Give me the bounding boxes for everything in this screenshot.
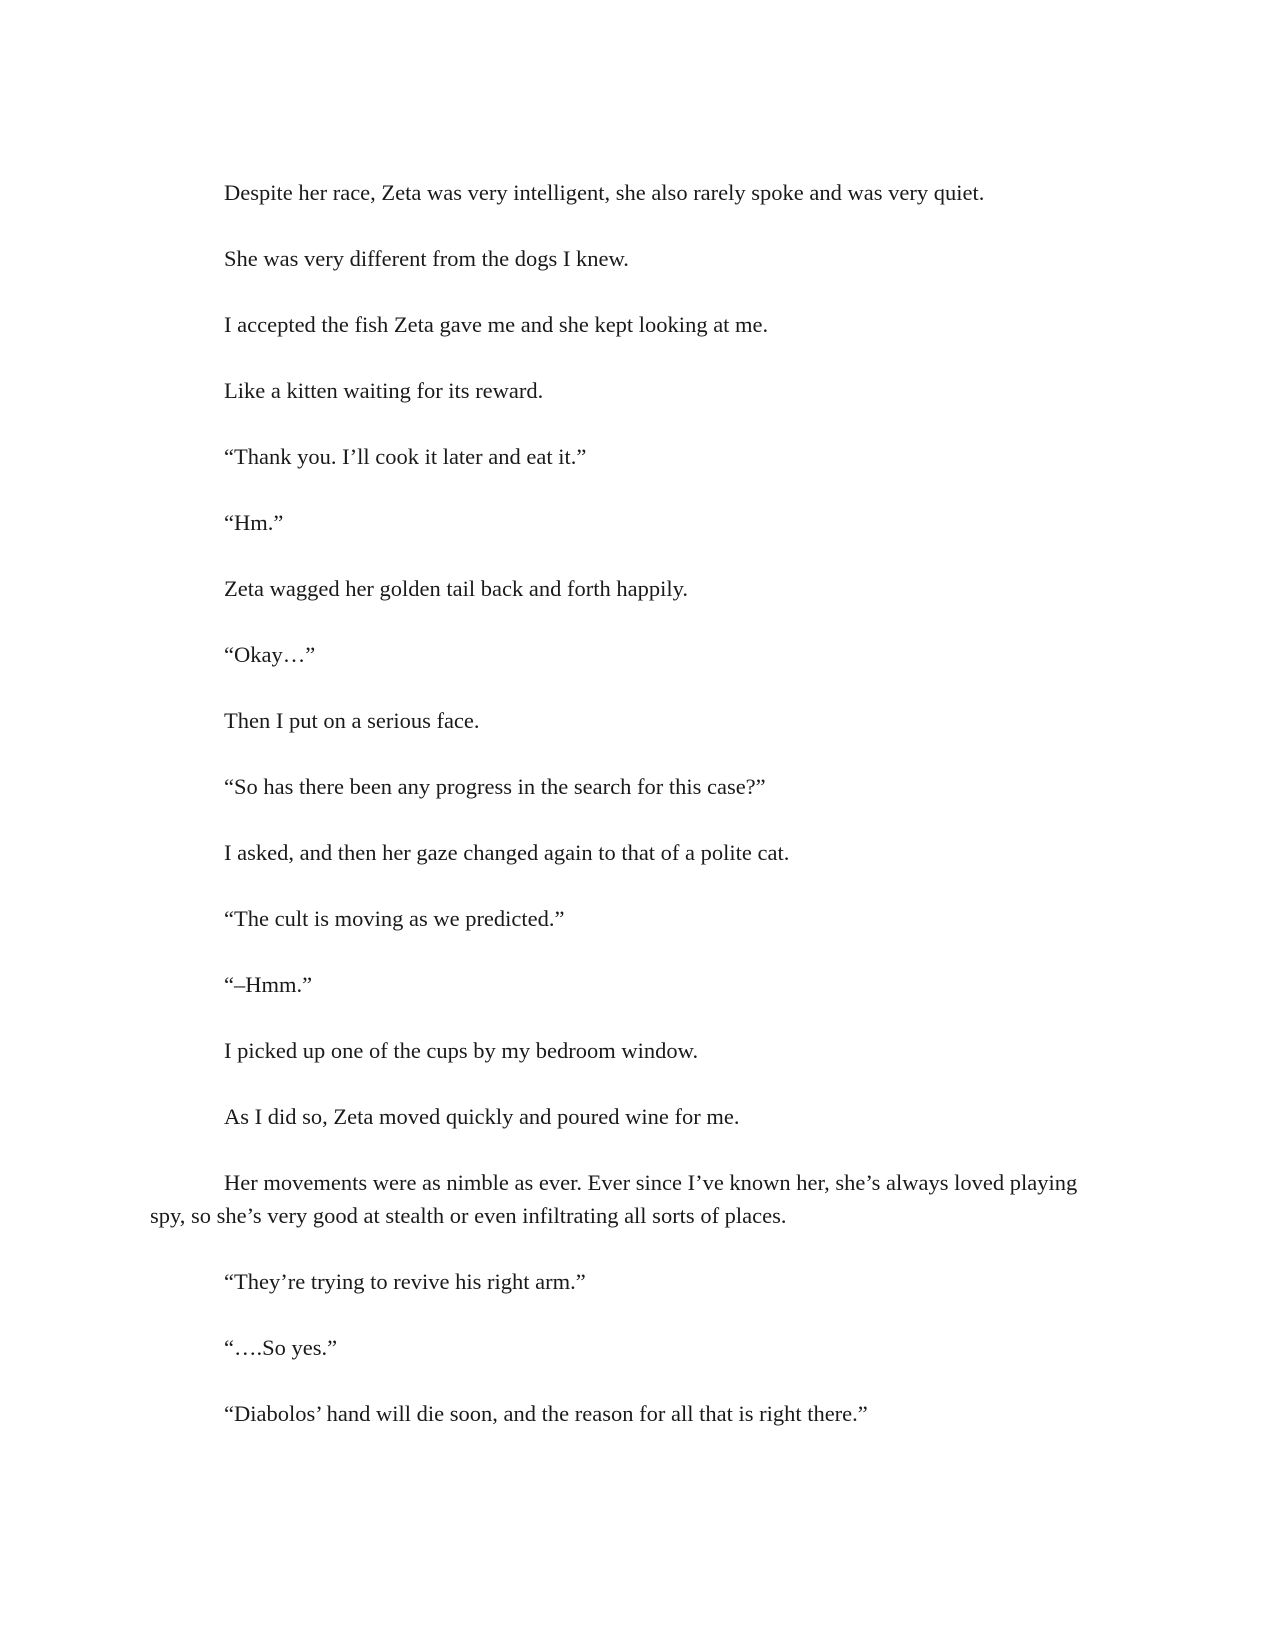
paragraph: Her movements were as nimble as ever. Ever since I’ve known her, she’s always loved playing spy, so she’s very good at stealth or even infiltrating all sorts of places. [150, 1170, 1078, 1228]
paragraph: “Okay…” [224, 642, 316, 667]
paragraph: “….So yes.” [224, 1335, 338, 1360]
body-text [150, 176, 1090, 1463]
paragraph: “Thank you. I’ll cook it later and eat it.” [224, 444, 587, 469]
paragraph: Like a kitten waiting for its reward. [224, 378, 544, 403]
paragraph: “The cult is moving as we predicted.” [224, 906, 565, 931]
paragraph: “Diabolos’ hand will die soon, and the reason for all that is right there.” [224, 1401, 868, 1426]
paragraph: As I did so, Zeta moved quickly and poured wine for me. [224, 1104, 740, 1129]
paragraph: “–Hmm.” [224, 972, 313, 997]
paragraph: She was very different from the dogs I knew. [224, 246, 629, 271]
paragraph: I picked up one of the cups by my bedroom window. [224, 1038, 699, 1063]
paragraph: “So has there been any progress in the search for this case?” [224, 774, 766, 799]
paragraph: Then I put on a serious face. [224, 708, 480, 733]
paragraph: Despite her race, Zeta was very intelligent, she also rarely spoke and was very quiet. [224, 180, 985, 205]
paragraph: I asked, and then her gaze changed again to that of a polite cat. [224, 840, 790, 865]
paragraph: Zeta wagged her golden tail back and forth happily. [224, 576, 688, 601]
paragraph: I accepted the fish Zeta gave me and she kept looking at me. [224, 312, 769, 337]
paragraph: “They’re trying to revive his right arm.” [224, 1269, 586, 1294]
paragraph: “Hm.” [224, 510, 284, 535]
